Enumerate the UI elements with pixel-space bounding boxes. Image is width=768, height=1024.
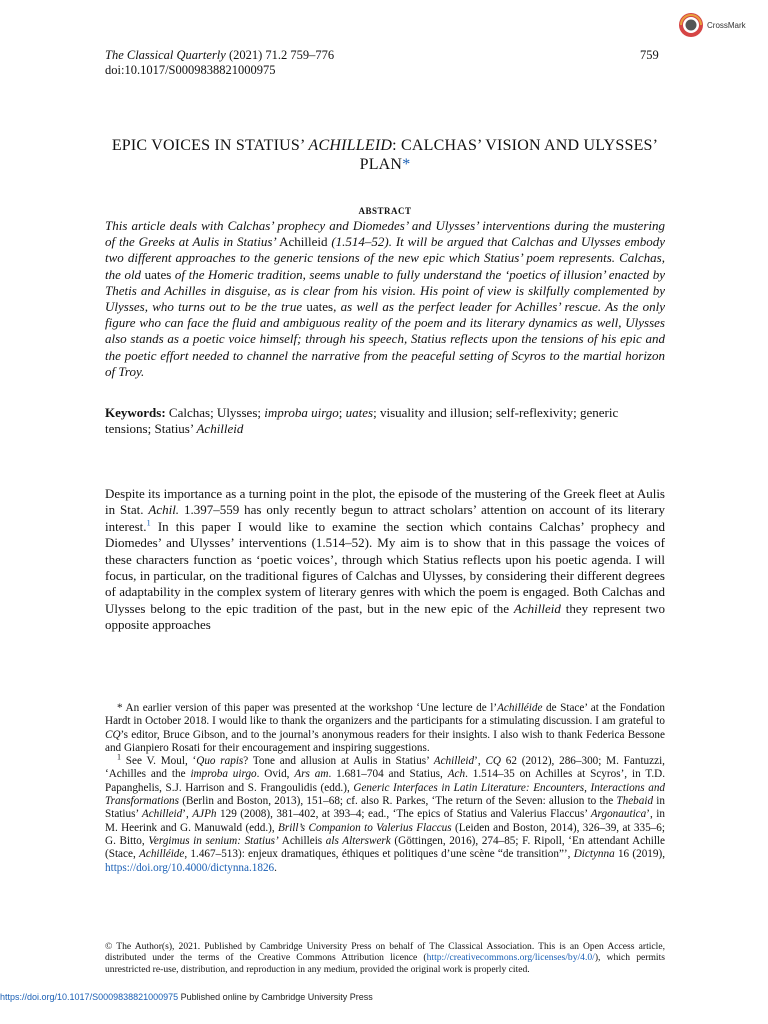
body-paragraph: Despite its importance as a turning point in the plot, the episode of the mustering of the Greek fleet at Aulis in Stat. Achil. 1.397–559 has only recently begun to attract scholars’ attention on account of its literary interest.$^1$ In this paper I would like to examine the section which contains Calchas’ prophecy and Diomedes’ and Ulysses’ interventions (1.514–52). My aim is to show that in this passage the voices of these characters function as ‘poetic voices’, through which Statius reflects upon his poetic agenda. I will focus, in particular, on the traditional figures of Calchas and Ulysses, by considering their different degrees of adaptability in the complex system of literary genres with which the poem is engaged. Both Calchas and Ulysses belong to the epic tradition of the past, but in the new epic of the Achilleid they represent two opposite approaches — [105, 486, 665, 633]
abstract-text: This article deals with Calchas’ prophecy and Diomedes’ and Ulysses’ interventions during the mustering of the Greeks at Aulis in Statius’ Achilleid (1.514–52). It will be argued that Calchas and Ulysses embody two different approaches to the generic tensions of the new epic which Statius’ poem represents. Calchas, the old uates of the Homeric tradition, seems unable to fully understand the ‘poetics of illusion’ enacted by Thetis and Achilles in disguise, as is clear from his vision. His point of view is skilfully complemented by Ulysses, who turns out to be the true uates, as well as the perfect leader for Achilles’ rescue. As the only figure who can face the fluid and ambiguous reality of the poem and its literary dynamics as well, Ulysses also stands as a poetic voice himself; through his speech, Statius reflects upon the tensions of his epic and the poetic effort needed to channel the narrative from the peaceful setting of Scyros to the martial horizon of Troy. — [105, 218, 665, 379]
journal-volume: (2021) 71.2 759–776 — [225, 48, 335, 62]
abstract-heading: ABSTRACT — [358, 206, 412, 216]
journal-header — [105, 48, 334, 78]
dictynna-doi-link[interactable]: https://doi.org/10.4000/dictynna.1826 — [105, 861, 275, 874]
footnote-asterisk: * An earlier version of this paper was presented at the workshop ‘Une lecture de l’Achilléide de Stace’ at the Fondation Hardt in October 2018. I would like to thank the organizers and the participants for a stimulating discussion. I am grateful to CQ’s editor, Bruce Gibson, and to the journal’s anonymous readers for their insights. I also wish to thank Federica Bessone and Gianpiero Rosati for their encouragement and inspiring suggestions. — [105, 702, 666, 754]
article-doi: doi:10.1017/S0009838821000975 — [105, 63, 276, 77]
keywords-label: Keywords: — [105, 405, 166, 420]
page-number: 759 — [640, 48, 659, 62]
crossmark-icon — [678, 12, 704, 38]
keywords: Keywords: Calchas; Ulysses; improba uirgo; uates; visuality and illusion; self-reflexivity; generic tensions; Statius’ Achilleid — [105, 405, 619, 437]
article-title: EPIC VOICES IN STATIUS’ ACHILLEID: CALCHAS’ VISION AND ULYSSES’ PLAN* — [111, 137, 659, 173]
footnote-ref-1[interactable]: 1 — [146, 517, 151, 528]
crossmark-label: CrossMark — [707, 20, 746, 30]
footnote-1: $^1$ See V. Moul, ‘Quo rapis? Tone and allusion at Aulis in Statius’ Achilleid’, CQ 62 (2012), 286–300; M. Fantuzzi, ‘Achilles and the improba uirgo. Ovid, Ars am. 1.681–704 and Statius, Ach. 1.514–35 on Achilles at Scyros’, in T.D. Papanghelis, S.J. Harrison and S. Frangoulidis (edd.), Generic Interfaces in Latin Literature: Encounters, Interactions and Transformations (Berlin and Boston, 2013), 151–68; cf. also R. Parkes, ‘The return of the Seven: allusion to the Thebaid in Statius’ Achilleid’, AJPh 129 (2008), 381–402, at 393–4; ead., ‘The epics of Statius and Valerius Flaccus’ Argonautica’, in M. Heerink and G. Manuwald (edd.), Brill’s Companion to Valerius Flaccus (Leiden and Boston, 2014), 326–39, at 335–6; G. Bitto, Vergimus in senium: Statius’ Achilleis als Alterswerk (Göttingen, 2016), 274–85; F. Ripoll, ‘En attendant Achille (Stace, Achilléide, 1.467–513): enjeux dramatiques, éthiques et politiques d’une scène “de transition”’, Dictynna 16 (2019), https://doi.org/10.4000/dictynna.1826. — [105, 752, 666, 874]
article-doi-link[interactable]: https://doi.org/10.1017/S0009838821000975 — [0, 992, 179, 1002]
bottom-doi-line: https://doi.org/10.1017/S0009838821000975 Published online by Cambridge University Press — [0, 992, 373, 1002]
title-footnote-link[interactable]: * — [402, 156, 411, 173]
license-notice: © The Author(s), 2021. Published by Cambridge University Press on behalf of The Classical Association. This is an Open Access article, distributed under the terms of the Creative Commons Attribution licence (http://creativecommons.org/licenses/by/4.0/), which permits unrestricted re-use, distribution, and reproduction in any medium, provided the original work is properly cited. — [105, 941, 665, 975]
cc-license-link[interactable]: http://creativecommons.org/licenses/by/4.0/ — [426, 952, 595, 964]
crossmark-badge[interactable] — [678, 12, 746, 38]
footnotes — [105, 702, 665, 875]
journal-name: The Classical Quarterly — [105, 48, 226, 62]
